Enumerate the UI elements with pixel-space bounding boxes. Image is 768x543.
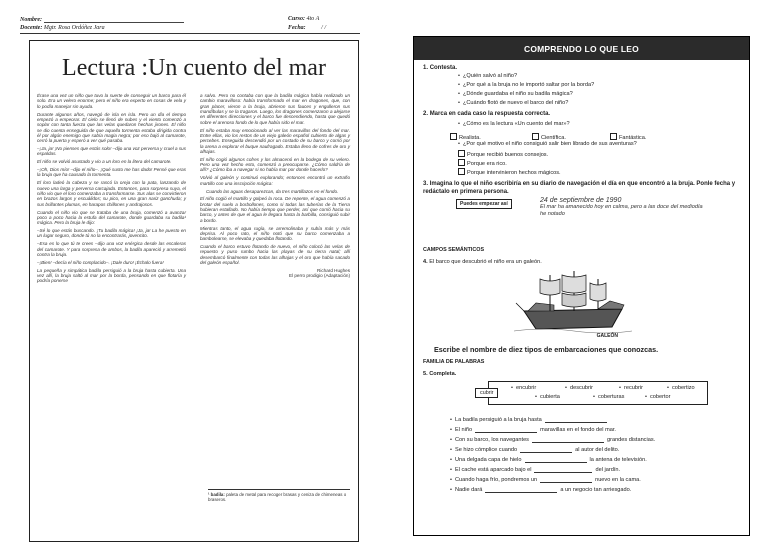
course-line: [288, 16, 319, 22]
sentence-end: maravillas en el fondo del mar.: [540, 427, 616, 433]
family-word: • cobertizo: [667, 385, 695, 391]
option-label: Realista.: [459, 135, 481, 141]
answer-blank[interactable]: [545, 417, 607, 423]
sentence-row: [450, 487, 740, 497]
q5-label: Completa.: [429, 371, 457, 377]
answer-blank[interactable]: [520, 447, 572, 453]
q2b-option[interactable]: [458, 168, 561, 176]
paragraph: –¡Ja, ja! ¡No pienses que estás solo! –dijo una voz perversa y cruel a sus espaldas.: [37, 146, 186, 157]
sentence-end: nuevo en la cama.: [595, 477, 641, 483]
bullet-glyph: •: [450, 417, 452, 423]
signature-book: El perro prodigio (Adaptación): [288, 273, 350, 279]
ship-caption: GALEÓN: [596, 333, 618, 337]
inscription: Cuando las aguas desaparezcan, da tres martillazos en el fondo.: [206, 188, 339, 194]
paragraph: Érase una vez un niño que tuvo la suerte de conseguir un barco para él solo. Era un velero enorme; pero el niño era experto en cosas de vela y lo podía manejar sin ayuda.: [37, 93, 186, 109]
option-label: Porque era rico.: [467, 161, 507, 167]
teacher-label: Docente:: [20, 25, 43, 31]
q4-text: El barco que descubrió el niño era un galeón.: [429, 259, 542, 265]
bullet-glyph: •: [450, 437, 452, 443]
q2a-question: • ¿Cómo es la lectura «Un cuento del mar»?: [458, 121, 570, 127]
sentence-start: Cuando haga frío, pondremos un: [454, 477, 538, 483]
checkbox[interactable]: [532, 133, 539, 140]
paragraph: El niño cogió el martillo y golpeó la roca. De repente, el agua comenzó a brotar del suelo a borbollones, como si todas las tuberías de la Tierra hubieran estallado. No había tiempo que perder, así que corrió hacia su barco, y antes de que el agua le llegara hasta la barbilla, consiguió subir a bordo.: [200, 196, 350, 223]
sentence-row: [450, 457, 740, 467]
teacher-line: [20, 25, 105, 31]
sentence-start: Una delgada capa de hielo: [454, 457, 522, 463]
sentence-row: [450, 427, 740, 437]
paragraph: Cuando el niño vio que se trataba de una bruja, comenzó a avanzar poco a poco hacia la estufa del camarote, donde guardaba su badila¹ mágica. Pero la bruja le dijo:: [37, 209, 186, 226]
answer-blank[interactable]: [485, 487, 557, 493]
family-word: • cobertor: [645, 394, 671, 400]
sentence-row: [450, 447, 740, 457]
checkbox[interactable]: [458, 168, 465, 175]
bullet-glyph: •: [450, 457, 452, 463]
checkbox[interactable]: [458, 150, 465, 157]
section-semantic-fields: CAMPOS SEMÁNTICOS: [423, 247, 485, 253]
diary-line: El mar ha amanecido hoy en calma, pero a las doce del mediodía: [540, 204, 703, 210]
q2b-question: • ¿Por qué motivo el niño consiguió salir bien librado de sus aventuras?: [458, 141, 637, 147]
family-word: • cubierta: [535, 394, 560, 400]
paragraph: Cuando el barco estuvo flotando de nuevo, el niño colocó las velas de repuesto y puso rumbo hacia las playas de su tierra natal; allí desembarcó finalmente con todas las alhajas y el oro que había sacado del galeón español.: [200, 244, 350, 266]
sentence-row: [450, 467, 740, 477]
sentence-start: El cache está aparcado bajo el: [454, 467, 532, 473]
sentence-end: grandes distancias.: [606, 437, 656, 443]
sentence-start: Con su barco, los navegantes: [454, 437, 529, 443]
option-label: Porque recibió buenos consejos.: [467, 152, 549, 158]
signature-author: Richard Hughes: [317, 267, 350, 273]
bullet-glyph: •: [450, 447, 452, 453]
q1-item: • ¿Por qué a la bruja no le importó saltar por la borda?: [458, 82, 594, 88]
name-blank[interactable]: [44, 16, 184, 23]
sentence-start: Se hizo cómplice cuando: [454, 447, 518, 453]
bullet-glyph: •: [450, 487, 452, 493]
q1-number: 1.: [423, 65, 429, 71]
sentence-end: la antena de televisión.: [589, 457, 647, 463]
q4-line: [423, 259, 542, 265]
option-label: Científica.: [541, 135, 566, 141]
checkbox[interactable]: [450, 133, 457, 140]
bullet-glyph: •: [450, 427, 452, 433]
name-label: Nombre:: [20, 17, 42, 23]
bullet-glyph: •: [450, 477, 452, 483]
diary-line: he notado: [540, 211, 565, 217]
root-word: cubrir: [475, 388, 498, 398]
reading-page: [20, 14, 360, 537]
sentence-start: El niño: [454, 427, 473, 433]
q3-number: 3.: [423, 181, 429, 187]
course-label: Curso:: [288, 16, 306, 22]
date-line: [288, 25, 326, 31]
teacher-name: Mgtr. Rosa Ordóñez Jara: [43, 25, 105, 31]
q2a-option[interactable]: [610, 133, 646, 141]
paragraph: –Esa es lo que tú te crees –dijo una voz enérgica desde las escaleras del camarote. Y para sorpresa de ambos, la badila apareció y arremetió contra la bruja.: [37, 241, 186, 257]
section-word-family: FAMILIA DE PALABRAS: [423, 359, 485, 365]
q2b-option[interactable]: [458, 159, 507, 167]
q1-item: • ¿Cuándo flotó de nuevo el barco del niño?: [458, 100, 568, 106]
reading-left-column: [37, 93, 186, 286]
footnote: [208, 489, 350, 502]
q2a-option[interactable]: [532, 133, 566, 141]
option-label: Porque intervinieron hechos mágicos.: [467, 170, 561, 176]
q3-start-pill: Puedes empezar así: [456, 199, 512, 209]
q4-instruction: Escribe el nombre de diez tipos de embarcaciones que conozcas.: [434, 345, 659, 354]
sentence-start: La badila persiguió a la bruja hasta: [454, 417, 542, 423]
paragraph: El niño se volvió asustado y vio a un loro en la litera del camarote.: [37, 159, 172, 165]
paragraph: El niño estaba muy emocionado al ver las maravillas del fondo del mar. Entre ellas, vio los restos de un viejo galeón español cubierto de algas y percebes. Enseguida descendió por un costado de su barco y corrió por la arena a explorar el buque naufragado. Estaba lleno de cofres de oro y alhajas.: [200, 127, 350, 154]
q1-item: • ¿Quién salvó al niño?: [458, 73, 517, 79]
q1-heading: [423, 65, 457, 71]
sentence-end: al autor del delito.: [575, 447, 620, 453]
q2a-option[interactable]: [450, 133, 481, 141]
sentence-end: del jardín.: [595, 467, 621, 473]
header-divider: [20, 33, 360, 34]
q3-heading: [423, 180, 743, 196]
q1-label: Contesta.: [429, 65, 458, 71]
sentence-start: Nadie dará: [454, 487, 483, 493]
paragraph: –Sé lo que estás buscando. ¡Tu badila mágica! ¡Ja, ja! La he puesto en un lugar seguro, donde tú no la encontrarás, jovencito.: [37, 228, 186, 239]
q4-number: 4.: [423, 259, 428, 265]
diary-date: 24 de septiembre de 1990: [540, 197, 622, 204]
paragraph: a salvo. Pero no contaba con que la badila mágica había realizado un cambio maravilloso: había transformado el mar en dragones, que, con gran placer, vieron a la bruja, abrieron sus fauces y engulleron sus mandíbulas y se la tragaron. Luego, los dragones comenzaron a alejarse en diferentes direcciones y el barco fue descendiendo, hasta que quedó sobre el arenoso fondo de lo que había sido el mar.: [200, 93, 350, 125]
name-line: [20, 16, 184, 23]
checkbox[interactable]: [458, 159, 465, 166]
q1-item: • ¿Dónde guardaba el niño su badila mágica?: [458, 91, 573, 97]
paragraph: El loro ladeó la cabeza y se rascó la oreja con la pata, lanzando de nuevo una larga y perversa carcajada. Entonces, para sorpresa suya, el niño vio que el loro comenzaba a transformarse. Sus alas se convirtieron en brazos largos y escuálidos; su pico, en una gran nariz ganchuda; y sus brillantes plumas, en harapos chillones y andrajosos.: [37, 180, 186, 207]
completion-sentences: [450, 417, 740, 497]
paragraph: –¡Oh, Dios mío! –dijo el niño–. ¡Qué susto me has dado! Pensé que eras la bruja que ha causado la tormenta.: [37, 167, 186, 178]
paragraph: La pequeña y simpática badila persiguió a la bruja hasta cubierta. Una vez allí, la bruja saltó al mar por la borda, pensando en que flotaría y podría ponerse: [37, 267, 186, 284]
reading-right-column: [200, 93, 350, 281]
q2-number: 2.: [423, 111, 429, 117]
galleon-illustration: [514, 269, 632, 337]
paragraph: Mientras tanto, el agua rugía, se arremolinaba y subía más y más deprisa. Al poco rato, el niño notó que su barco comenzaba a bambolearse, se elevaba y quedaba flotando.: [200, 225, 350, 242]
option-label: Fantástica.: [619, 135, 647, 141]
reading-box: [29, 40, 359, 542]
reading-title: Lectura :Un cuento del mar: [62, 55, 326, 81]
worksheet-page: [413, 36, 750, 536]
q2-label: Marca en cada caso la respuesta correcta.: [429, 111, 551, 117]
answer-blank[interactable]: [534, 467, 592, 473]
family-word: • coberturas: [593, 394, 624, 400]
answer-blank[interactable]: [532, 437, 604, 443]
answer-blank[interactable]: [540, 477, 592, 483]
date-label: Fecha:: [288, 25, 306, 31]
q3-diary: [540, 197, 703, 218]
paragraph: –¡Bien! –decía el niño complacido–. ¡Dale duro! ¡Échalo fuera!: [37, 259, 164, 265]
answer-blank[interactable]: [475, 427, 537, 433]
sentence-row: [450, 417, 740, 427]
q5-number: 5.: [423, 371, 428, 377]
q2-heading: [423, 111, 550, 117]
footnote-text: paleta de metal para recoger brasas y ceniza de chimeneas o braseros.: [208, 492, 347, 502]
family-word: • descubrir: [565, 385, 593, 391]
footnote-term: ¹ badila:: [208, 492, 225, 497]
course-value: 4to A: [306, 16, 320, 22]
paragraph: El niño cogió algunos cofres y los almacenó en la bodega de su velero. Pero una vez hecho esto, comenzó a preocuparse. ¿Cómo saldría de allí? ¿Cómo iba a navegar si no había mar por donde hacerlo?: [200, 156, 350, 173]
q5-heading: [423, 371, 456, 377]
answer-blank[interactable]: [525, 457, 587, 463]
paragraph: Volvió al galeón y continuó explorando; entonces encontró un extraño martillo con una inscripción mágica:: [200, 175, 350, 186]
checkbox[interactable]: [610, 133, 617, 140]
sentence-row: [450, 437, 740, 447]
sentence-end: a un negocio tan arriesgado.: [560, 487, 632, 493]
worksheet-banner: COMPRENDO LO QUE LEO: [414, 37, 749, 60]
sentence-row: [450, 477, 740, 487]
q2b-option[interactable]: [458, 150, 548, 158]
word-family-box: [480, 381, 708, 405]
bullet-glyph: •: [450, 467, 452, 473]
family-word: • recubrir: [619, 385, 643, 391]
paragraph: Durante algunos años, navegó de isla en isla. Pero un día el tiempo empezó a empeorar. El cielo se llenó de nubes y el viento comenzó a soplar con tanta fuerza que las velas quedaron hechas jirones. El niño se dio cuenta enseguida de que aquella tormenta estaba dirigida contra él por algún enemigo que sabía magia negra; por eso bajó al camarote, cerró la puerta y esperó a ver qué pasaba.: [37, 111, 186, 144]
family-word: • encubrir: [511, 385, 536, 391]
q3-label: Imagina lo que el niño escribiría en su diario de navegación el día en que encontró a la bruja. Ponle fecha y redáctalo en primera persona.: [423, 181, 736, 195]
date-value: / /: [321, 25, 327, 31]
